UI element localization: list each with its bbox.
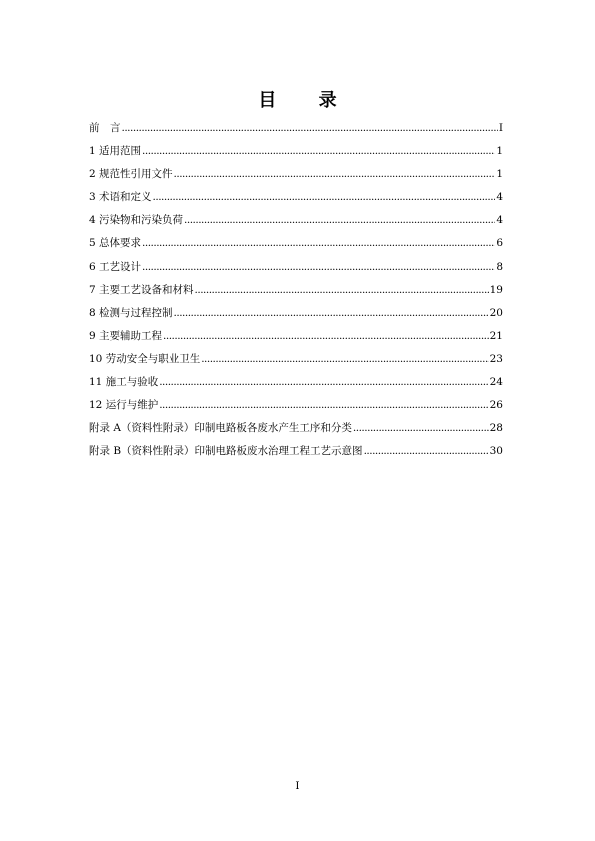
toc-entry-label: 4 污染物和污染负荷 bbox=[89, 214, 184, 227]
toc-entry-page: 24 bbox=[489, 376, 503, 389]
toc-entry-page: 20 bbox=[489, 306, 503, 319]
toc-entry-page: 23 bbox=[489, 352, 503, 365]
toc-entry-label: 5 总体要求 bbox=[89, 237, 142, 250]
toc-entry-label: 9 主要辅助工程 bbox=[89, 329, 163, 342]
toc-entry[interactable] bbox=[89, 305, 503, 328]
toc-entry[interactable] bbox=[89, 120, 503, 143]
toc-entry-page: 4 bbox=[496, 191, 503, 204]
toc-title: 目 录 bbox=[258, 90, 355, 111]
toc-leader bbox=[159, 376, 488, 388]
toc-entry-label: 2 规范性引用文件 bbox=[89, 168, 173, 181]
toc-leader bbox=[159, 399, 488, 411]
toc-entry-label: 10 劳动安全与职业卫生 bbox=[89, 352, 201, 365]
toc-entry[interactable] bbox=[89, 143, 503, 166]
toc-entry[interactable] bbox=[89, 189, 503, 212]
toc-leader bbox=[364, 445, 489, 457]
toc-entry-label: 7 主要工艺设备和材料 bbox=[89, 283, 194, 296]
toc-leader bbox=[142, 145, 495, 157]
page-number: I bbox=[295, 780, 300, 792]
toc-entry-label: 前 言 bbox=[89, 122, 121, 134]
toc-entry-label: 6 工艺设计 bbox=[89, 260, 142, 273]
toc-entry-page: 26 bbox=[489, 399, 503, 412]
toc-entry-label: 附录 B（资料性附录）印制电路板废水治理工程工艺示意图 bbox=[89, 445, 363, 458]
toc-leader bbox=[163, 330, 489, 342]
toc-entry-label: 1 适用范围 bbox=[89, 145, 142, 158]
toc-leader bbox=[201, 353, 488, 365]
toc-entry-label: 附录 A（资料性附录）印制电路板各废水产生工序和分类 bbox=[89, 422, 352, 435]
toc-entry-page: 28 bbox=[489, 422, 503, 435]
toc-entry-page: 30 bbox=[489, 445, 503, 458]
toc-entry[interactable] bbox=[89, 259, 503, 282]
toc-entry[interactable] bbox=[89, 374, 503, 397]
toc-entry-label: 11 施工与验收 bbox=[89, 376, 159, 389]
toc-entry-label: 3 术语和定义 bbox=[89, 191, 152, 204]
toc-entry[interactable] bbox=[89, 235, 503, 258]
toc-entry-page: 8 bbox=[496, 260, 503, 273]
toc-entry[interactable] bbox=[89, 397, 503, 420]
toc-entry[interactable] bbox=[89, 212, 503, 235]
toc-leader bbox=[353, 422, 489, 434]
toc-entry[interactable] bbox=[89, 282, 503, 305]
toc-leader bbox=[174, 307, 489, 319]
toc-entry[interactable] bbox=[89, 166, 503, 189]
toc-entry-label: 8 检测与过程控制 bbox=[89, 306, 173, 319]
toc-leader bbox=[122, 122, 498, 134]
toc-entry-page: 4 bbox=[496, 214, 503, 227]
toc-leader bbox=[142, 237, 495, 249]
toc-entry-page: 6 bbox=[496, 237, 503, 250]
toc-leader bbox=[153, 191, 496, 203]
toc-entry[interactable] bbox=[89, 351, 503, 374]
toc-entry[interactable] bbox=[89, 420, 503, 443]
toc-entry-page: I bbox=[498, 122, 503, 134]
toc-entry-label: 12 运行与维护 bbox=[89, 399, 159, 412]
toc-entry[interactable] bbox=[89, 443, 503, 466]
toc-leader bbox=[195, 284, 489, 296]
toc-leader bbox=[142, 261, 495, 273]
toc-entry-page: 21 bbox=[489, 329, 503, 342]
toc-entry-page: 19 bbox=[489, 283, 503, 296]
toc-leader bbox=[184, 214, 495, 226]
toc-entry[interactable] bbox=[89, 328, 503, 351]
toc-entry-page: 1 bbox=[496, 168, 503, 181]
toc-leader bbox=[174, 168, 496, 180]
table-of-contents bbox=[89, 120, 503, 466]
toc-entry-page: 1 bbox=[496, 145, 503, 158]
